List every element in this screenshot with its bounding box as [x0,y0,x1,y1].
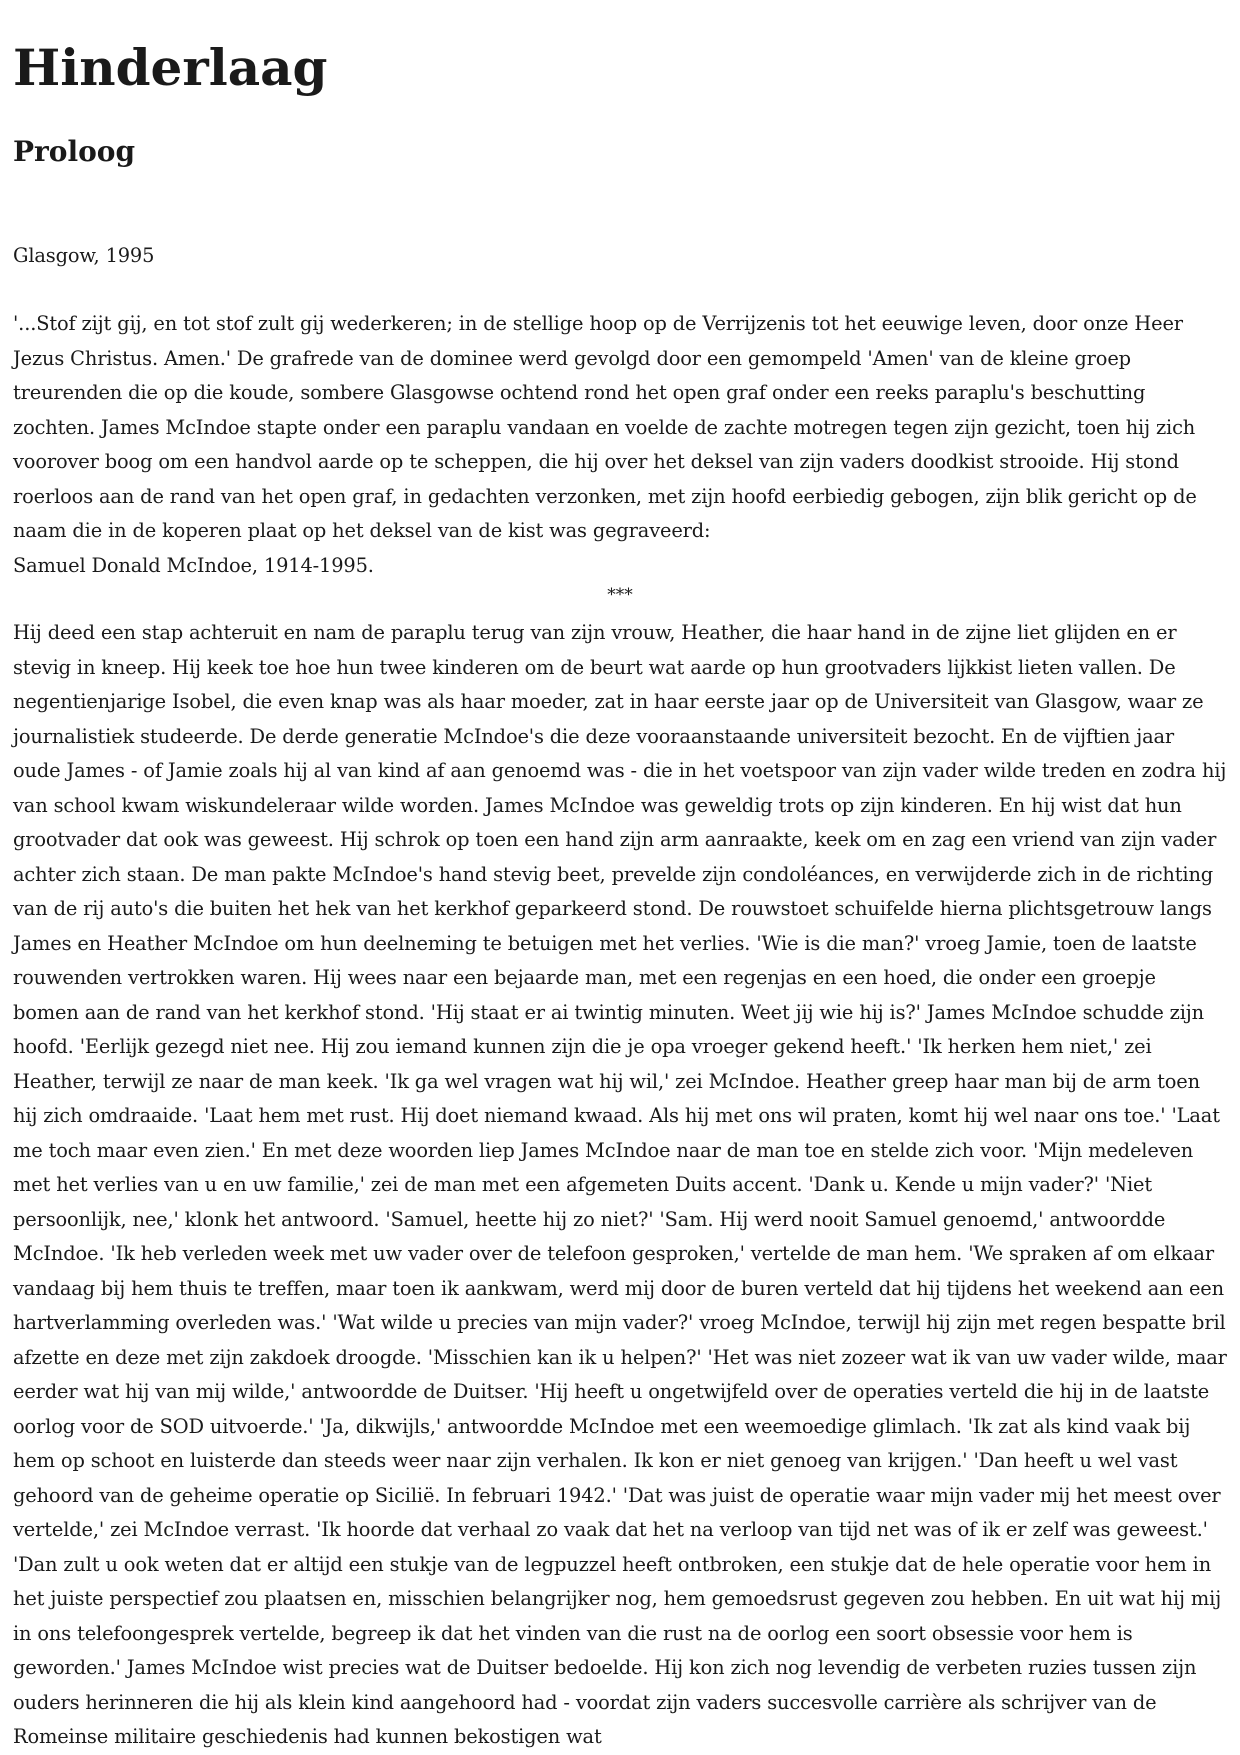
paragraph-2: Hij deed een stap achteruit en nam de paraplu terug van zijn vrouw, Heather, die haar hand in de zijne liet glijden en er stevig in kneep. Hij keek toe hoe hun twee kinderen om de beurt wat aarde op hun grootvaders lijkkist lieten vallen. De negentienjarige Isobel, die even knap was als haar moeder, zat in haar eerste jaar op de Universiteit van Glasgow, waar ze journalistiek studeerde. De derde generatie McIndoe's die deze vooraanstaande universiteit bezocht. En de vijftien jaar oude James - of Jamie zoals hij al van kind af aan genoemd was - die in het voetspoor van zijn vader wilde treden en zodra hij van school kwam wiskundeleraar wilde worden. James McIndoe was geweldig trots op zijn kinderen. En hij wist dat hun grootvader dat ook was geweest. Hij schrok op toen een hand zijn arm aanraakte, keek om en zag een vriend van zijn vader achter zich staan. De man pakte McIndoe's hand stevig beet, prevelde zijn condoléances, en verwijderde zich in de richting van de rij auto's die buiten het hek van het kerkhof geparkeerd stond. De rouwstoet schuifelde hierna plichtsgetrouw langs James en Heather McIndoe om hun deelneming te betuigen met het verlies. 'Wie is die man?' vroeg Jamie, toen de laatste rouwenden vertrokken waren. Hij wees naar een bejaarde man, met een regenjas en een hoed, die onder een groepje bomen aan de rand van het kerkhof stond. 'Hij staat er ai twintig minuten. Weet jij wie hij is?' James McIndoe schudde zijn hoofd. 'Eerlijk gezegd niet nee. Hij zou iemand kunnen zijn die je opa vroeger gekend heeft.' 'Ik herken hem niet,' zei Heather, terwijl ze naar de man keek. 'Ik ga wel vragen wat hij wil,' zei McIndoe. Heather greep haar man bij de arm toen hij zich omdraaide. 'Laat hem met rust. Hij doet niemand kwaad. Als hij met ons wil praten, komt hij wel naar ons toe.' 'Laat me toch maar even zien.' En met deze woorden liep James McIndoe naar de man toe en stelde zich voor. 'Mijn medeleven met het verlies van u en uw familie,' zei de man met een afgemeten Duits accent. 'Dank u. Kende u mijn vader?' 'Niet persoonlijk, nee,' klonk het antwoord. 'Samuel, heette hij zo niet?' 'Sam. Hij werd nooit Samuel genoemd,' antwoordde McIndoe. 'Ik heb verleden week met uw vader over de telefoon gesproken,' vertelde de man hem. 'We spraken af om elkaar vandaag bij hem thuis te treffen, maar toen ik aankwam, werd mij door de buren verteld dat hij tijdens het weekend aan een hartverlamming overleden was.' 'Wat wilde u precies van mijn vader?' vroeg McIndoe, terwijl hij zijn met regen bespatte bril afzette en deze met zijn zakdoek droogde. 'Misschien kan ik u helpen?' 'Het was niet zozeer wat ik van uw vader wilde, maar eerder wat hij van mij wilde,' antwoordde de Duitser. 'Hij heeft u ongetwijfeld over de operaties verteld die hij in de laatste oorlog voor de SOD uitvoerde.' 'Ja, dikwijls,' antwoordde McIndoe met een weemoedige glimlach. 'Ik zat als kind vaak bij hem op schoot en luisterde dan steeds weer naar zijn verhalen. Ik kon er niet genoeg van krijgen.' 'Dan heeft u wel vast gehoord van de geheime operatie op Sicilië. In februari 1942.' 'Dat was juist de operatie waar mijn vader mij het meest over vertelde,' zei McIndoe verrast. 'Ik hoorde dat verhaal zo vaak dat het na verloop van tijd net was of ik er zelf was geweest.' 'Dan zult u ook weten dat er altijd een stukje van de legpuzzel heeft ontbroken, een stukje dat de hele operatie voor hem in het juiste perspectief zou plaatsen en, misschien belangrijker nog, hem gemoedsrust gegeven zou hebben. En uit wat hij mij in ons telefoongesprek vertelde, begreep ik dat het vinden van die rust na de oorlog een soort obsessie voor hem is geworden.' James McIndoe wist precies wat de Duitser bedoelde. Hij kon zich nog levendig de verbeten ruzies tussen zijn ouders herinneren die hij als klein kind aangehoord had - voordat zijn vaders succesvolle carrière als schrijver van de Romeinse militaire geschiedenis had kunnen bekostigen wat [13,621,1227,1748]
place-date: Glasgow, 1995 [13,244,155,267]
paragraph-1-text: '...Stof zijt gij, en tot stof zult gij wederkeren; in de stellige hoop op de Verrijzenis tot het eeuwige leven, door onze Heer Jezus Christus. Amen.' De grafrede van de dominee werd gevolgd door een gemompeld 'Amen' van de kleine groep treurenden die op die koude, sombere Glasgowse ochtend rond het open graf onder een reeks paraplu's beschutting zochten. James McIndoe stapte onder een paraplu vandaan en voelde de zachte motregen tegen zijn gezicht, toen hij zich voorover boog om een handvol aarde op te scheppen, die hij over het deksel van zijn vaders doodkist strooide. Hij stond roerloos aan de rand van het open graf, in gedachten verzonken, met zijn hoofd eerbiedig gebogen, zijn blik gericht op de naam die in de koperen plaat op het deksel van de kist was gegraveerd: [13,312,1197,542]
paragraph-1 [13,307,1227,583]
section-separator: *** [607,585,633,605]
chapter-title: Proloog [13,135,136,168]
inscription-line: Samuel Donald McIndoe, 1914-1995. [13,553,374,577]
book-title: Hinderlaag [13,38,328,97]
